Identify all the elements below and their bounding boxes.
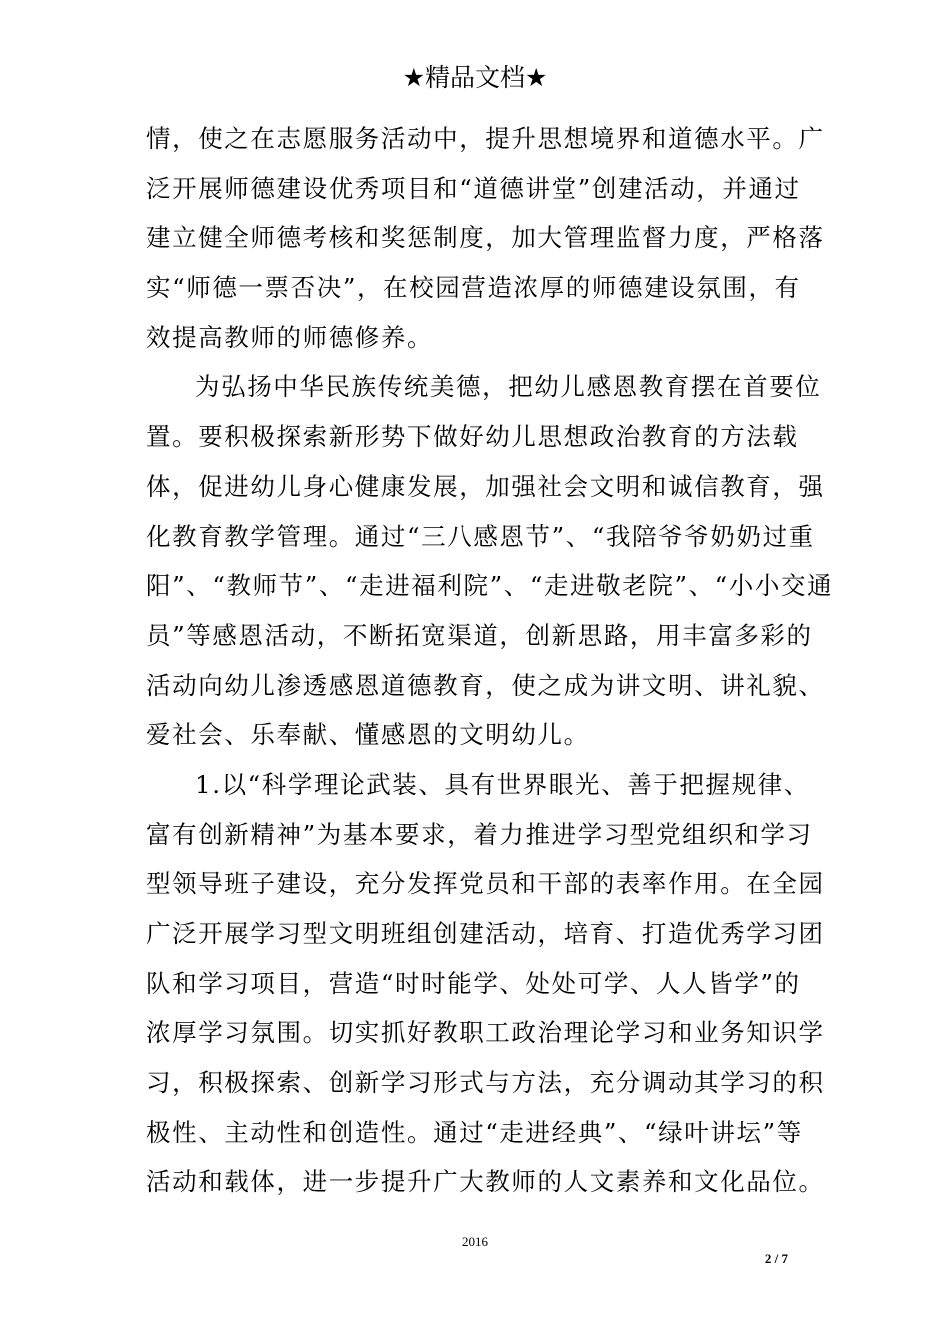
text-line: 阳”、“教师节”、“走进福利院”、“走进敬老院”、“小小交通 [146,571,834,601]
text-line: 泛开展师德建设优秀项目和“道德讲堂”创建活动，并通过 [146,173,801,203]
footer-year: 2016 [462,1234,488,1249]
text-line: 富有创新精神”为基本要求，着力推进学习型党组织和学习 [146,819,813,849]
text-line: 置。要积极探索新形势下做好幼儿思想政治教育的方法载 [146,422,799,452]
paragraph-first-line: 为弘扬中华民族传统美德，把幼儿感恩教育摆在首要位 [195,372,822,402]
text-line: 化教育教学管理。通过“三八感恩节”、“我陪爷爷奶奶过重 [146,521,815,551]
text-line: 情，使之在志愿服务活动中，提升思想境界和道德水平。广 [146,124,825,153]
text-line: 习，积极探索、创新学习形式与方法，充分调动其学习的积 [146,1068,825,1098]
document-body [146,114,834,1207]
text-line: 体，促进幼儿身心健康发展，加强社会文明和诚信教育，强 [146,471,825,501]
text-line: 活动和载体，进一步提升广大教师的人文素养和文化品位。 [146,1167,825,1197]
text-line: 浓厚学习氛围。切实抓好教职工政治理论学习和业务知识学 [146,1018,825,1048]
text-line: 建立健全师德考核和奖惩制度，加大管理监督力度，严格落 [146,223,825,253]
text-line: 极性、主动性和创造性。通过“走进经典”、“绿叶讲坛”等 [146,1117,803,1147]
text-line: 爱社会、乐奉献、懂感恩的文明幼儿。 [146,720,590,750]
paragraph-first-line: 1.以“科学理论武装、具有世界眼光、善于把握规律、 [195,769,810,799]
page-number: 2 / 7 [764,1251,788,1266]
text-line: 活动向幼儿渗透感恩道德教育，使之成为讲文明、讲礼貌、 [146,670,825,700]
text-line: 型领导班子建设，充分发挥党员和干部的表率作用。在全园 [146,869,825,899]
document-header-title: ★精品文档★ [402,63,548,92]
text-line: 效提高教师的师德修养。 [146,322,434,352]
text-line: 队和学习项目，营造“时时能学、处处可学、人人皆学”的 [146,968,801,998]
text-line: 员”等感恩活动，不断拓宽渠道，创新思路，用丰富多彩的 [146,620,813,650]
text-line: 实“师德一票否决”，在校园营造浓厚的师德建设氛围，有 [146,273,801,303]
text-line: 广泛开展学习型文明班组创建活动，培育、打造优秀学习团 [146,919,825,948]
